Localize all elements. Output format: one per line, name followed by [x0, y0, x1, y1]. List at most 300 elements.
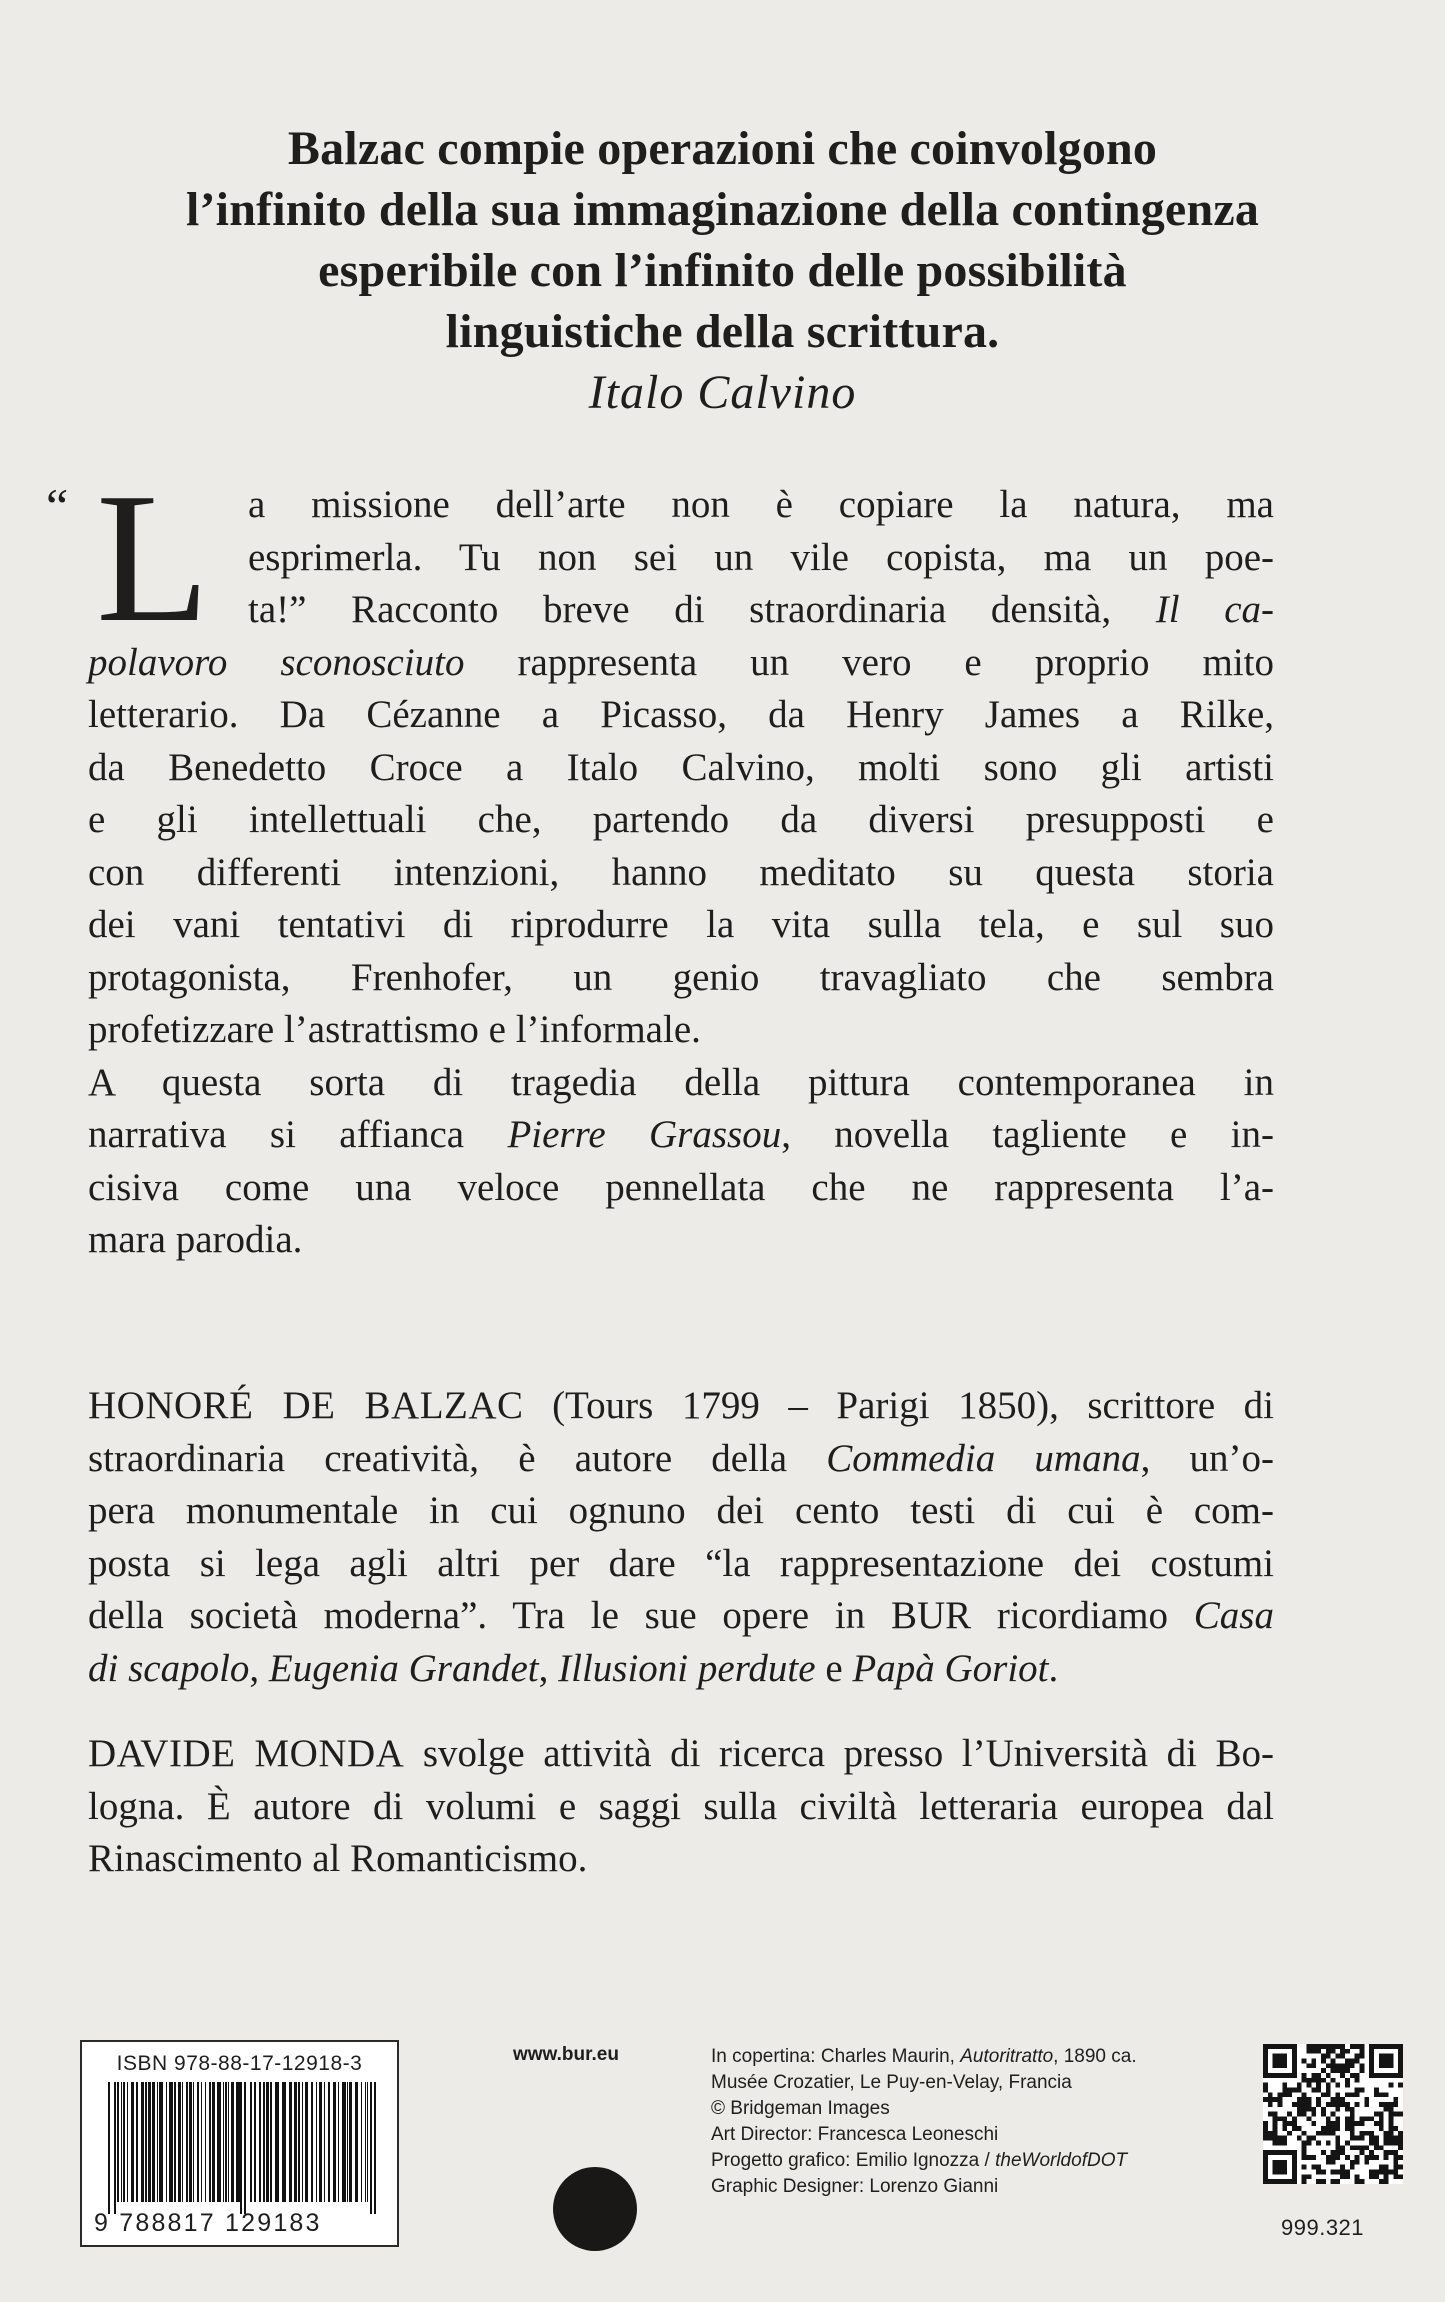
qr-module — [1273, 2054, 1278, 2059]
qr-module — [1389, 2131, 1394, 2136]
barcode-bar — [263, 2082, 265, 2202]
qr-module — [1355, 2102, 1360, 2107]
qr-module — [1287, 2150, 1292, 2155]
qr-module — [1374, 2155, 1379, 2160]
blurb-line — [88, 1109, 1274, 1162]
qr-module — [1263, 2174, 1268, 2179]
qr-module — [1384, 2102, 1389, 2107]
qr-module — [1311, 2136, 1316, 2141]
blurb-line: mara parodia. — [88, 1218, 303, 1261]
barcode-bar — [311, 2082, 313, 2202]
qr-module — [1379, 2044, 1384, 2049]
qr-module — [1306, 2049, 1311, 2054]
qr-module — [1263, 2179, 1268, 2184]
qr-module — [1374, 2121, 1379, 2126]
barcode-bar — [166, 2082, 167, 2202]
qr-module — [1369, 2044, 1374, 2049]
qr-module — [1268, 2073, 1273, 2078]
studio-name: theWorldofDOT — [995, 2150, 1128, 2171]
qr-module — [1398, 2155, 1403, 2160]
bio-line: Rinascimento al Romanticismo. — [88, 1837, 588, 1880]
qr-module — [1273, 2044, 1278, 2049]
qr-module — [1398, 2136, 1403, 2141]
qr-module — [1350, 2145, 1355, 2150]
qr-module — [1384, 2141, 1389, 2146]
qr-module — [1393, 2097, 1398, 2102]
bio-text: . — [1048, 1646, 1059, 1690]
qr-module — [1335, 2179, 1340, 2184]
qr-module — [1379, 2121, 1384, 2126]
qr-module — [1306, 2097, 1311, 2102]
qr-module — [1277, 2165, 1282, 2170]
blurb-line: da Benedetto Croce a Italo Calvino, molti sono gli artisti — [88, 745, 1274, 789]
qr-module — [1384, 2136, 1389, 2141]
qr-module — [1316, 2078, 1321, 2083]
qr-module — [1273, 2160, 1278, 2165]
qr-module — [1355, 2078, 1360, 2083]
qr-module — [1355, 2174, 1360, 2179]
qr-module — [1282, 2054, 1287, 2059]
publisher-website[interactable]: www.bur.eu — [513, 2044, 619, 2065]
qr-module — [1350, 2044, 1355, 2049]
barcode-bar — [333, 2082, 336, 2202]
qr-module — [1374, 2136, 1379, 2141]
qr-module — [1398, 2063, 1403, 2068]
qr-module — [1393, 2141, 1398, 2146]
qr-module — [1263, 2083, 1268, 2088]
qr-module — [1369, 2136, 1374, 2141]
qr-module — [1282, 2121, 1287, 2126]
publisher-dot-logo — [553, 2167, 637, 2251]
qr-module — [1297, 2097, 1302, 2102]
qr-module — [1335, 2116, 1340, 2121]
qr-module — [1273, 2165, 1278, 2170]
credit-line: Graphic Designer: Lorenzo Gianni — [711, 2176, 999, 2197]
qr-module — [1360, 2087, 1365, 2092]
qr-module — [1393, 2170, 1398, 2175]
qr-module — [1384, 2150, 1389, 2155]
qr-module — [1321, 2044, 1326, 2049]
qr-module — [1306, 2155, 1311, 2160]
barcode-bar — [374, 2082, 376, 2214]
bio-text: , — [538, 1646, 559, 1690]
qr-module — [1340, 2165, 1345, 2170]
qr-module — [1311, 2155, 1316, 2160]
qr-module — [1345, 2116, 1350, 2121]
qr-module — [1292, 2165, 1297, 2170]
qr-module — [1350, 2063, 1355, 2068]
qr-module — [1297, 2087, 1302, 2092]
qr-module — [1263, 2155, 1268, 2160]
qr-module — [1273, 2112, 1278, 2117]
qr-module — [1398, 2141, 1403, 2146]
qr-module — [1355, 2179, 1360, 2184]
barcode-bar — [197, 2082, 199, 2202]
qr-module — [1331, 2131, 1336, 2136]
qr-module — [1311, 2112, 1316, 2117]
qr-module — [1335, 2141, 1340, 2146]
barcode-bar — [209, 2082, 211, 2202]
qr-module — [1302, 2097, 1307, 2102]
qr-module — [1263, 2121, 1268, 2126]
qr-module — [1263, 2131, 1268, 2136]
qr-module — [1273, 2097, 1278, 2102]
qr-module — [1384, 2044, 1389, 2049]
qr-module — [1355, 2160, 1360, 2165]
qr-module — [1345, 2049, 1350, 2054]
qr-module — [1335, 2097, 1340, 2102]
blurb-line: a missione dell’arte non è copiare la natura, ma — [248, 483, 1274, 526]
qr-module — [1384, 2063, 1389, 2068]
qr-module — [1350, 2116, 1355, 2121]
barcode-bar — [275, 2082, 279, 2202]
barcode-bar — [361, 2082, 362, 2202]
credit-line: © Bridgeman Images — [711, 2098, 890, 2119]
barcode-bar — [259, 2082, 261, 2202]
qr-code-icon[interactable] — [1263, 2044, 1403, 2184]
qr-module — [1350, 2058, 1355, 2063]
qr-module — [1369, 2170, 1374, 2175]
qr-module — [1355, 2087, 1360, 2092]
qr-module — [1316, 2170, 1321, 2175]
barcode-bar — [136, 2082, 138, 2202]
barcode-bar — [228, 2082, 229, 2202]
blurb-text: narrativa si affianca — [88, 1113, 508, 1156]
qr-module — [1331, 2068, 1336, 2073]
qr-module — [1379, 2073, 1384, 2078]
qr-module — [1379, 2058, 1384, 2063]
qr-module — [1292, 2155, 1297, 2160]
barcode-icon — [102, 2082, 382, 2214]
barcode-bar — [205, 2082, 206, 2202]
qr-module — [1287, 2092, 1292, 2097]
bio-line — [88, 1643, 1274, 1696]
qr-module — [1268, 2044, 1273, 2049]
qr-module — [1350, 2107, 1355, 2112]
barcode-bar — [254, 2082, 256, 2202]
qr-module — [1297, 2126, 1302, 2131]
qr-module — [1360, 2068, 1365, 2073]
qr-module — [1340, 2073, 1345, 2078]
barcode-bar — [174, 2082, 176, 2202]
price-code: 999.321 — [1281, 2215, 1365, 2240]
qr-module — [1340, 2097, 1345, 2102]
qr-module — [1355, 2073, 1360, 2078]
qr-module — [1389, 2150, 1394, 2155]
blurb-line: con differenti intenzioni, hanno meditato su questa storia — [88, 850, 1274, 894]
barcode-bar — [223, 2082, 224, 2202]
qr-module — [1311, 2073, 1316, 2078]
qr-module — [1268, 2131, 1273, 2136]
qr-module — [1393, 2073, 1398, 2078]
qr-module — [1379, 2054, 1384, 2059]
qr-module — [1389, 2170, 1394, 2175]
qr-module — [1398, 2054, 1403, 2059]
qr-module — [1340, 2170, 1345, 2175]
barcode-bar — [121, 2082, 122, 2202]
qr-module — [1326, 2049, 1331, 2054]
qr-module — [1340, 2145, 1345, 2150]
qr-module — [1331, 2078, 1336, 2083]
qr-module — [1273, 2141, 1278, 2146]
qr-module — [1263, 2170, 1268, 2175]
qr-module — [1282, 2136, 1287, 2141]
qr-module — [1273, 2131, 1278, 2136]
qr-module — [1379, 2112, 1384, 2117]
qr-module — [1306, 2136, 1311, 2141]
blurb-line: profetizzare l’astrattismo e l’informale. — [88, 1008, 701, 1051]
qr-module — [1321, 2054, 1326, 2059]
qr-module — [1389, 2054, 1394, 2059]
qr-module — [1331, 2179, 1336, 2184]
qr-module — [1398, 2174, 1403, 2179]
qr-module — [1311, 2044, 1316, 2049]
qr-module — [1350, 2136, 1355, 2141]
qr-module — [1364, 2160, 1369, 2165]
bio-line: logna. È autore di volumi e saggi sulla civiltà letteraria europea dal — [88, 1784, 1274, 1828]
barcode-bar — [294, 2082, 297, 2202]
qr-module — [1389, 2116, 1394, 2121]
qr-module — [1302, 2150, 1307, 2155]
qr-module — [1302, 2165, 1307, 2170]
qr-module — [1316, 2044, 1321, 2049]
qr-module — [1384, 2170, 1389, 2175]
qr-module — [1335, 2170, 1340, 2175]
qr-module — [1374, 2145, 1379, 2150]
barcode-bar — [347, 2082, 348, 2202]
qr-module — [1389, 2063, 1394, 2068]
qr-module — [1360, 2049, 1365, 2054]
credit-line: Art Director: Francesca Leoneschi — [711, 2124, 999, 2145]
qr-module — [1384, 2107, 1389, 2112]
qr-module — [1350, 2165, 1355, 2170]
qr-module — [1350, 2112, 1355, 2117]
qr-module — [1277, 2058, 1282, 2063]
qr-module — [1306, 2107, 1311, 2112]
qr-module — [1292, 2150, 1297, 2155]
qr-module — [1321, 2126, 1326, 2131]
qr-module — [1350, 2073, 1355, 2078]
qr-module — [1292, 2073, 1297, 2078]
qr-module — [1393, 2174, 1398, 2179]
qr-module — [1287, 2112, 1292, 2117]
bio-text: , — [249, 1646, 269, 1690]
qr-module — [1364, 2131, 1369, 2136]
qr-module — [1287, 2121, 1292, 2126]
barcode-bar — [169, 2082, 173, 2202]
title-italic: polavoro sconosciuto — [88, 640, 465, 684]
epigraph — [100, 118, 1345, 423]
qr-module — [1263, 2150, 1268, 2155]
qr-module — [1374, 2112, 1379, 2117]
qr-module — [1355, 2145, 1360, 2150]
qr-module — [1316, 2179, 1321, 2184]
title-italic: Commedia umana — [826, 1436, 1141, 1480]
qr-module — [1374, 2141, 1379, 2146]
qr-module — [1287, 2087, 1292, 2092]
qr-module — [1321, 2092, 1326, 2097]
qr-module — [1398, 2131, 1403, 2136]
qr-module — [1273, 2058, 1278, 2063]
qr-module — [1345, 2107, 1350, 2112]
qr-module — [1389, 2102, 1394, 2107]
qr-module — [1263, 2136, 1268, 2141]
qr-module — [1306, 2174, 1311, 2179]
qr-module — [1335, 2145, 1340, 2150]
qr-module — [1277, 2136, 1282, 2141]
blurb-text: , novella tagliente e in- — [781, 1113, 1275, 1156]
opening-quote-mark: “ — [46, 478, 69, 534]
qr-module — [1340, 2150, 1345, 2155]
qr-module — [1282, 2160, 1287, 2165]
barcode-bar — [250, 2082, 252, 2202]
qr-module — [1364, 2102, 1369, 2107]
qr-module — [1379, 2179, 1384, 2184]
qr-module — [1335, 2063, 1340, 2068]
qr-module — [1326, 2092, 1331, 2097]
qr-module — [1263, 2097, 1268, 2102]
qr-module — [1379, 2170, 1384, 2175]
qr-module — [1268, 2179, 1273, 2184]
qr-module — [1326, 2121, 1331, 2126]
title-italic: di scapolo — [88, 1646, 250, 1690]
qr-module — [1379, 2102, 1384, 2107]
qr-module — [1316, 2102, 1321, 2107]
qr-module — [1277, 2150, 1282, 2155]
qr-module — [1335, 2136, 1340, 2141]
qr-module — [1384, 2092, 1389, 2097]
qr-module — [1389, 2083, 1394, 2088]
qr-module — [1345, 2126, 1350, 2131]
qr-module — [1355, 2044, 1360, 2049]
epigraph-author: Italo Calvino — [588, 366, 857, 419]
qr-module — [1302, 2174, 1307, 2179]
qr-module — [1389, 2112, 1394, 2117]
qr-module — [1282, 2126, 1287, 2131]
barcode-bar — [117, 2082, 119, 2202]
qr-module — [1311, 2165, 1316, 2170]
qr-module — [1263, 2165, 1268, 2170]
qr-module — [1316, 2083, 1321, 2088]
qr-module — [1273, 2170, 1278, 2175]
qr-module — [1335, 2068, 1340, 2073]
qr-module — [1340, 2174, 1345, 2179]
qr-module — [1277, 2116, 1282, 2121]
qr-module — [1331, 2102, 1336, 2107]
barcode-bar — [141, 2082, 144, 2202]
qr-module — [1369, 2054, 1374, 2059]
barcode-bar — [145, 2082, 147, 2202]
bio-line — [88, 1728, 1274, 1781]
artwork-title: Autoritratto — [960, 2046, 1054, 2067]
qr-module — [1331, 2049, 1336, 2054]
bio-line: pera monumentale in cui ognuno dei cento testi di cui è com- — [88, 1489, 1274, 1532]
qr-module — [1331, 2155, 1336, 2160]
barcode-bar — [193, 2082, 194, 2202]
qr-module — [1292, 2121, 1297, 2126]
qr-module — [1292, 2058, 1297, 2063]
qr-module — [1302, 2112, 1307, 2117]
qr-module — [1355, 2054, 1360, 2059]
qr-module — [1384, 2058, 1389, 2063]
qr-module — [1331, 2150, 1336, 2155]
qr-module — [1326, 2073, 1331, 2078]
qr-module — [1321, 2068, 1326, 2073]
qr-module — [1306, 2083, 1311, 2088]
qr-module — [1263, 2058, 1268, 2063]
barcode-bar — [244, 2082, 246, 2214]
qr-module — [1326, 2131, 1331, 2136]
qr-module — [1384, 2073, 1389, 2078]
blurb-line: e gli intellettuali che, partendo da diversi presupposti e — [88, 798, 1274, 841]
qr-module — [1282, 2116, 1287, 2121]
qr-module — [1282, 2092, 1287, 2097]
qr-module — [1331, 2058, 1336, 2063]
qr-module — [1316, 2049, 1321, 2054]
qr-module — [1384, 2054, 1389, 2059]
qr-module — [1350, 2160, 1355, 2165]
qr-module — [1282, 2141, 1287, 2146]
qr-module — [1345, 2102, 1350, 2107]
qr-module — [1335, 2107, 1340, 2112]
title-italic: Illusioni perdute — [558, 1646, 816, 1690]
qr-module — [1321, 2058, 1326, 2063]
qr-module — [1268, 2136, 1273, 2141]
barcode-bar — [302, 2082, 303, 2202]
qr-module — [1398, 2058, 1403, 2063]
credit-text: In copertina: Charles Maurin, — [711, 2046, 961, 2067]
qr-module — [1302, 2145, 1307, 2150]
isbn-barcode-box — [80, 2040, 399, 2247]
qr-module — [1277, 2170, 1282, 2175]
qr-module — [1268, 2150, 1273, 2155]
barcode-bar — [108, 2082, 110, 2214]
bio-line — [88, 1380, 1274, 1433]
qr-module — [1277, 2141, 1282, 2146]
barcode-bar — [131, 2082, 134, 2202]
qr-module — [1311, 2063, 1316, 2068]
qr-module — [1326, 2087, 1331, 2092]
barcode-bar — [148, 2082, 151, 2202]
qr-module — [1374, 2087, 1379, 2092]
qr-module — [1374, 2044, 1379, 2049]
qr-module — [1297, 2107, 1302, 2112]
qr-module — [1316, 2141, 1321, 2146]
qr-module — [1393, 2155, 1398, 2160]
qr-module — [1350, 2121, 1355, 2126]
barcode-bar — [157, 2082, 158, 2202]
qr-module — [1287, 2179, 1292, 2184]
qr-module — [1282, 2087, 1287, 2092]
qr-module — [1282, 2073, 1287, 2078]
qr-module — [1360, 2063, 1365, 2068]
qr-module — [1306, 2078, 1311, 2083]
qr-module — [1287, 2073, 1292, 2078]
qr-module — [1292, 2126, 1297, 2131]
barcode-bar — [370, 2082, 372, 2214]
credit-line — [711, 2044, 1137, 2070]
qr-module — [1302, 2107, 1307, 2112]
qr-module — [1369, 2131, 1374, 2136]
qr-module — [1277, 2044, 1282, 2049]
qr-module — [1331, 2097, 1336, 2102]
qr-module — [1277, 2073, 1282, 2078]
qr-module — [1340, 2054, 1345, 2059]
qr-module — [1326, 2044, 1331, 2049]
qr-module — [1273, 2073, 1278, 2078]
blurb-line: A questa sorta di tragedia della pittura contemporanea in — [88, 1060, 1274, 1104]
qr-module — [1311, 2058, 1316, 2063]
